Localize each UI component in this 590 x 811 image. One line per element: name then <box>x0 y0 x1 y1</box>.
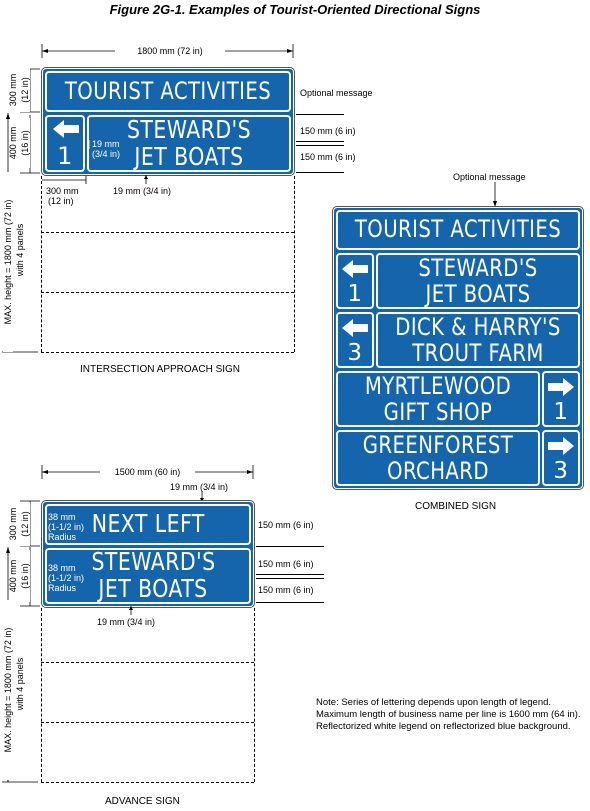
panel-divider-2 <box>41 292 294 293</box>
advance-radius-label-top-1: 38 mm <box>48 512 76 522</box>
advance-gap-dim-label-3: 150 mm (6 in) <box>258 585 314 595</box>
advance-panel-divider-1 <box>41 662 254 663</box>
advance-radius-label-top-2: (1-1/2 in) <box>48 522 85 532</box>
advance-business-panel-height-label-1: 400 mm <box>8 550 18 602</box>
gap-line-a <box>296 114 344 115</box>
combined-row-4-distance: 3 <box>553 458 569 484</box>
max-height-label-2: with 4 panels <box>15 220 25 280</box>
advance-caption: ADVANCE SIGN <box>105 796 180 807</box>
advance-panel-divider-2 <box>41 722 254 723</box>
advance-gap-dim-label-1: 150 mm (6 in) <box>258 520 314 530</box>
intersection-business-line-1: STEWARD'S <box>126 115 252 144</box>
advance-radius-label-top-3: Radius <box>48 532 77 542</box>
figure-note: Note: Series of lettering depends upon length of legend. Maximum length of business name per line is 1600 mm (64 in). Reflectorized white legend on reflectorized blue background. <box>316 697 581 732</box>
intersection-business-line-2: JET BOATS <box>134 142 244 171</box>
border-dim-label-2: (3/4 in) <box>92 149 121 159</box>
business-panel-height-label-2: (16 in) <box>20 118 30 168</box>
advance-business-line-2: JET BOATS <box>98 574 208 603</box>
advance-panel-outline-right <box>254 608 255 782</box>
advance-max-height-label-1: MAX. height = 1800 mm (72 in) <box>3 600 13 780</box>
arrow-panel-width-label-2: (12 in) <box>48 196 74 206</box>
intersection-header-legend: TOURIST ACTIVITIES <box>64 77 272 105</box>
bottom-border-label: 19 mm (3/4 in) <box>113 186 172 196</box>
gap-line-c <box>296 145 344 146</box>
figure-title: Figure 2G-1. Examples of Tourist-Oriented Directional Signs <box>109 2 481 17</box>
combined-row-1-left-arrow-icon <box>341 259 369 279</box>
panel-divider-1 <box>41 232 294 233</box>
combined-row-1-line-2: JET BOATS <box>425 280 531 308</box>
advance-bottom-border-callout <box>128 606 134 616</box>
combined-row-3-distance: 1 <box>553 399 569 425</box>
combined-row-1-distance: 1 <box>347 281 363 307</box>
advance-radius-label-bottom-3: Radius <box>48 583 77 593</box>
border-dim-label-1: 19 mm <box>92 139 120 149</box>
advance-radius-label-bottom-1: 38 mm <box>48 563 76 573</box>
advance-top-panel-height-label-1: 300 mm <box>8 502 18 546</box>
advance-gap-dim-label-2: 150 mm (6 in) <box>258 559 314 569</box>
optional-message-label: Optional message <box>300 88 373 98</box>
advance-gap-line-b <box>256 574 324 575</box>
arrow-panel-width-dimension <box>42 176 88 186</box>
combined-optional-message-label: Optional message <box>453 172 526 182</box>
advance-business-line-1: STEWARD'S <box>91 547 216 576</box>
intersection-caption: INTERSECTION APPROACH SIGN <box>80 364 241 375</box>
combined-row-4-line-1: GREENFOREST <box>362 431 514 459</box>
combined-row-2-distance: 3 <box>347 340 363 366</box>
combined-row-1-line-1: STEWARD'S <box>418 254 538 282</box>
advance-gap-line-a <box>256 546 324 547</box>
combined-row-4-line-2: ORCHARD <box>387 457 489 485</box>
combined-row-3-line-2: GIFT SHOP <box>383 398 493 426</box>
panel-divider-3 <box>41 352 294 353</box>
combined-row-3-right-arrow-icon <box>547 377 575 397</box>
combined-row-2-line-2: TROUT FARM <box>412 339 544 367</box>
combined-caption: COMBINED SIGN <box>415 501 497 512</box>
advance-radius-label-bottom-2: (1-1/2 in) <box>48 573 85 583</box>
combined-row-2-left-arrow-icon <box>341 318 369 338</box>
left-arrow-icon <box>52 119 80 139</box>
advance-panel-divider-3 <box>41 782 254 783</box>
advance-top-panel-height-label-2: (12 in) <box>20 502 30 546</box>
advance-gap-line-c <box>256 578 324 579</box>
max-height-label-1: MAX. height = 1800 mm (72 in) <box>3 172 13 352</box>
advance-panel-outline-left <box>41 608 42 782</box>
combined-header-legend: TOURIST ACTIVITIES <box>354 215 562 243</box>
combined-optional-message-arrow <box>490 182 500 208</box>
width-dimension-label: 1800 mm (72 in) <box>115 46 225 56</box>
business-panel-height-label-1: 400 mm <box>8 118 18 168</box>
advance-max-height-label-2: with 4 panels <box>15 654 25 714</box>
arrow-panel-width-label-1: 300 mm <box>46 186 79 196</box>
panel-outline-left <box>41 176 42 352</box>
advance-gap-line-d <box>256 602 324 603</box>
advance-bottom-border-label: 19 mm (3/4 in) <box>97 617 156 627</box>
combined-row-4-right-arrow-icon <box>547 436 575 456</box>
advance-business-panel-height-label-2: (16 in) <box>20 550 30 602</box>
top-panel-height-label-1: 300 mm <box>8 68 18 112</box>
gap-dim-label-2: 150 mm (6 in) <box>300 152 356 162</box>
gap-line-b <box>296 141 344 142</box>
top-panel-height-label-2: (12 in) <box>20 68 30 112</box>
panel-outline-right <box>294 176 295 352</box>
gap-line-d <box>296 172 344 173</box>
advance-width-dimension-label: 1500 mm (60 in) <box>100 467 195 477</box>
advance-top-border-label: 19 mm (3/4 in) <box>170 482 229 492</box>
bottom-border-callout <box>143 175 149 185</box>
gap-dim-label-1: 150 mm (6 in) <box>300 126 356 136</box>
combined-row-3-line-1: MYRTLEWOOD <box>364 372 512 400</box>
intersection-distance: 1 <box>57 142 73 170</box>
combined-row-2-line-1: DICK & HARRY'S <box>395 313 561 341</box>
advance-header-legend: NEXT LEFT <box>91 509 205 538</box>
